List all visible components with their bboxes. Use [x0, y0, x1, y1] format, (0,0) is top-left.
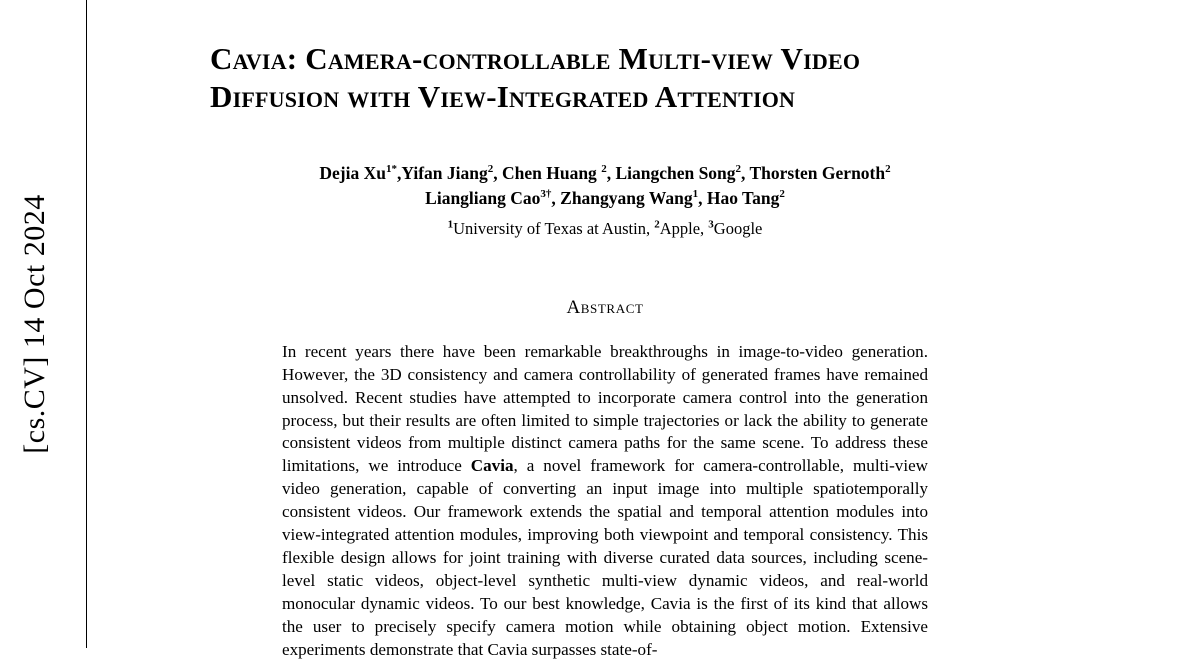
abstract-body — [282, 341, 928, 662]
author-affil-marker: 2 — [885, 163, 891, 176]
affiliation-marker: 1 — [447, 218, 454, 231]
affiliation-marker: 2 — [654, 218, 660, 231]
author-name: , Liangchen Song — [606, 162, 736, 183]
paper-content — [210, 40, 1000, 662]
title-line-1: Cavia: Camera-controllable Multi-view Video — [210, 41, 861, 76]
title-line-2: Diffusion with View-Integrated Attention — [210, 79, 796, 115]
affiliation-line — [210, 217, 1000, 241]
affiliation-text: Apple, — [659, 218, 709, 238]
author-affil-marker: 2 — [487, 163, 494, 176]
arxiv-stamp-text: [cs.CV] 14 Oct 2024 — [18, 194, 51, 454]
affiliation-marker: 3 — [708, 218, 714, 231]
page-title — [210, 40, 1000, 117]
author-name: , Thorsten Gernoth — [741, 162, 886, 183]
affiliation-text: University of Texas at Austin, — [453, 218, 655, 238]
abstract-method-name: Cavia — [470, 456, 514, 476]
author-line-1 — [210, 161, 1000, 186]
author-affil-marker: 1 — [692, 188, 699, 201]
author-list — [210, 161, 1000, 241]
abstract-text-part-2: , a novel framework for camera-controllable, multi-view video generation, capable of converting an input image into multiple spatiotemporally consistent videos. Our framework extends the spatial and temporal attention modules into view-integrated attention modules, improving both viewpoint and temporal consistency. This flexible design allows for joint training with diverse curated data sources, including scene-level static videos, object-level synthetic multi-view dynamic videos, and real-world monocular dynamic videos. To our best knowledge, Cavia is the first of its kind that allows the user to precisely specify camera motion while obtaining object motion. Extensive experiments demonstrate that Cavia surpasses state-of- — [282, 456, 928, 660]
arxiv-vertical-stamp — [0, 0, 70, 648]
author-name: ,Yifan Jiang — [396, 162, 488, 183]
author-line-2 — [210, 186, 1000, 211]
abstract-heading: Abstract — [566, 296, 644, 318]
author-name: Dejia Xu — [319, 162, 386, 183]
author-affil-marker: 2 — [735, 163, 742, 176]
author-affil-marker: 2 — [601, 163, 607, 176]
author-name: Liangliang Cao — [425, 188, 541, 209]
author-name: , Hao Tang — [698, 188, 780, 209]
author-affil-marker: 2 — [779, 188, 785, 201]
author-name: , Zhangyang Wang — [551, 188, 693, 209]
affiliation-text: Google — [713, 218, 763, 238]
author-affil-marker: 1* — [385, 163, 397, 176]
paper-page — [86, 0, 1200, 660]
abstract-text-part-1: In recent years there have been remarkable breakthroughs in image-to-video generation. However, the 3D consistency and camera controllability of generated frames have remained unsolved. Recent studies have attempted to incorporate camera control into the generation process, but their results are often limited to simple trajectories or lack the ability to generate consistent videos from multiple distinct camera paths for the same scene. To address these limitations, we introduce — [282, 341, 928, 476]
author-affil-marker: 3† — [540, 188, 552, 201]
author-name: , Chen Huang — [493, 162, 602, 183]
